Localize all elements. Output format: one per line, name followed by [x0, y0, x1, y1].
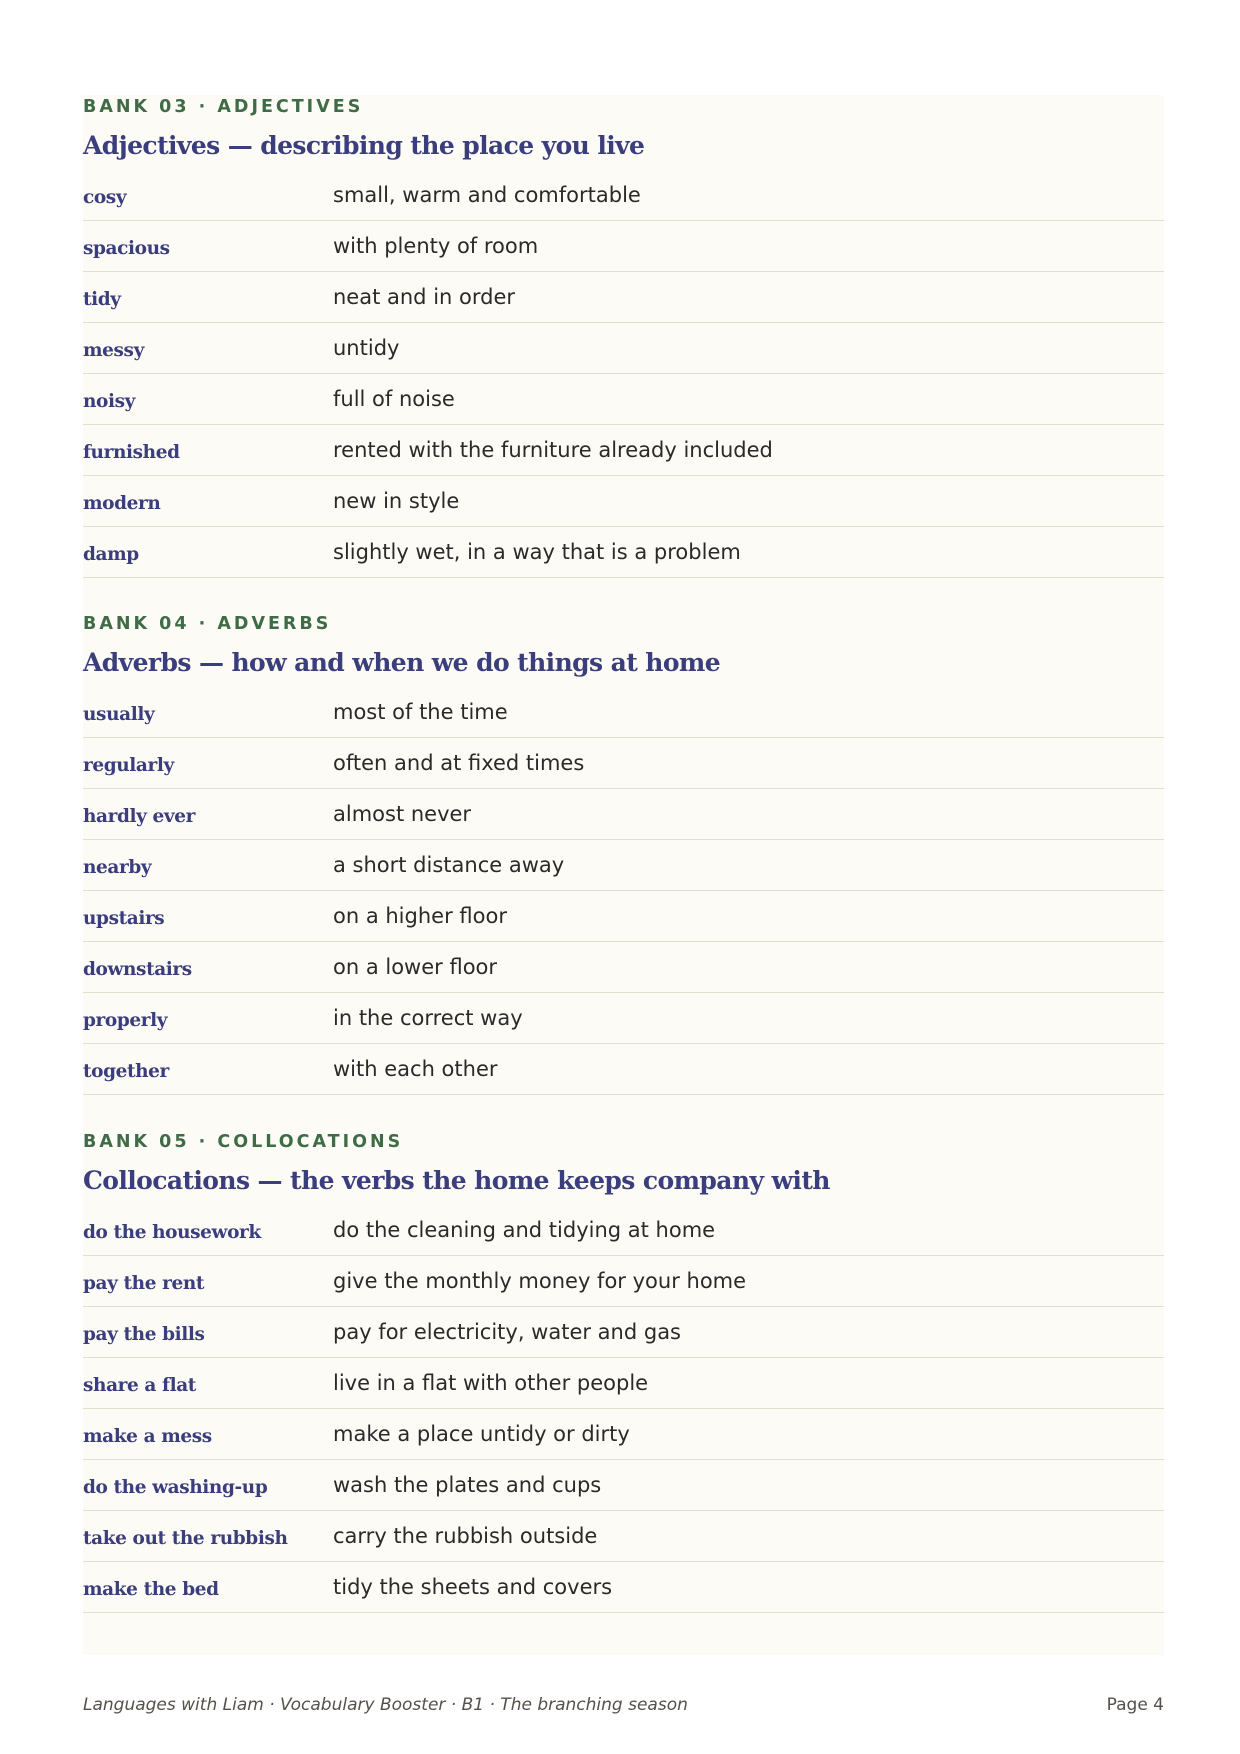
vocab-row — [83, 272, 1164, 323]
vocab-row — [83, 221, 1164, 272]
vocab-row — [83, 891, 1164, 942]
vocab-definition: often and at fixed times — [333, 751, 585, 775]
vocab-definition: on a higher floor — [333, 904, 507, 928]
vocab-row — [83, 687, 1164, 738]
bank-kicker: BANK 03 · ADJECTIVES — [83, 97, 364, 117]
vocab-row — [83, 942, 1164, 993]
vocab-term: tidy — [83, 288, 121, 310]
vocab-definition: live in a flat with other people — [333, 1371, 649, 1395]
vocab-term: spacious — [83, 237, 170, 259]
vocab-term: downstairs — [83, 958, 192, 980]
vocab-list — [83, 687, 1164, 1095]
vocab-row — [83, 476, 1164, 527]
bank-title: Adjectives — describing the place you live — [83, 131, 645, 160]
vocab-definition: full of noise — [333, 387, 455, 411]
vocab-term: damp — [83, 543, 139, 565]
vocab-row — [83, 1511, 1164, 1562]
bank-collocations — [83, 1130, 1164, 1613]
vocab-term: furnished — [83, 441, 180, 463]
bank-kicker: BANK 04 · ADVERBS — [83, 614, 332, 634]
vocab-definition: give the monthly money for your home — [333, 1269, 747, 1293]
vocab-definition: in the correct way — [333, 1006, 523, 1030]
vocab-definition: do the cleaning and tidying at home — [333, 1218, 716, 1242]
vocab-row — [83, 1044, 1164, 1095]
vocab-definition: on a lower floor — [333, 955, 498, 979]
vocab-row — [83, 1409, 1164, 1460]
bank-title: Collocations — the verbs the home keeps company with — [83, 1166, 830, 1195]
vocab-definition: untidy — [333, 336, 400, 360]
vocab-definition: almost never — [333, 802, 472, 826]
vocab-term: noisy — [83, 390, 135, 412]
vocab-definition: pay for electricity, water and gas — [333, 1320, 681, 1344]
vocab-term: hardly ever — [83, 805, 195, 827]
vocab-row — [83, 738, 1164, 789]
vocab-term: regularly — [83, 754, 174, 776]
vocab-row — [83, 374, 1164, 425]
vocab-row — [83, 1205, 1164, 1256]
vocab-list — [83, 170, 1164, 578]
vocab-term: make a mess — [83, 1425, 212, 1447]
vocab-term: share a flat — [83, 1374, 196, 1396]
vocab-term: do the housework — [83, 1221, 261, 1243]
vocab-definition: carry the rubbish outside — [333, 1524, 598, 1548]
vocab-row — [83, 170, 1164, 221]
footer-series-title: Languages with Liam · Vocabulary Booster · B1 · The branching season — [83, 1695, 688, 1715]
vocab-term: together — [83, 1060, 169, 1082]
vocab-definition: new in style — [333, 489, 460, 513]
vocab-row — [83, 840, 1164, 891]
vocab-definition: neat and in order — [333, 285, 516, 309]
vocab-term: nearby — [83, 856, 152, 878]
vocab-definition: wash the plates and cups — [333, 1473, 602, 1497]
vocab-definition: small, warm and comfortable — [333, 183, 641, 207]
vocab-row — [83, 789, 1164, 840]
vocab-term: pay the rent — [83, 1272, 205, 1294]
vocab-definition: rented with the furniture already included — [333, 438, 773, 462]
vocab-definition: make a place untidy or dirty — [333, 1422, 630, 1446]
vocab-row — [83, 527, 1164, 578]
vocab-definition: a short distance away — [333, 853, 565, 877]
vocab-term: usually — [83, 703, 155, 725]
vocab-term: messy — [83, 339, 144, 361]
vocab-term: modern — [83, 492, 161, 514]
vocab-row — [83, 1460, 1164, 1511]
page-footer — [83, 1695, 1164, 1721]
bank-kicker: BANK 05 · COLLOCATIONS — [83, 1132, 404, 1152]
vocab-definition: tidy the sheets and covers — [333, 1575, 613, 1599]
vocab-list — [83, 1205, 1164, 1613]
page-number: Page 4 — [1106, 1695, 1164, 1715]
vocab-definition: with each other — [333, 1057, 498, 1081]
bank-adjectives — [83, 95, 1164, 578]
vocab-term: properly — [83, 1009, 168, 1031]
vocab-term: do the washing-up — [83, 1476, 268, 1498]
vocab-row — [83, 425, 1164, 476]
vocab-row — [83, 1307, 1164, 1358]
vocab-definition: most of the time — [333, 700, 508, 724]
vocab-row — [83, 1358, 1164, 1409]
vocab-term: make the bed — [83, 1578, 219, 1600]
bank-adverbs — [83, 612, 1164, 1095]
vocab-term: take out the rubbish — [83, 1527, 288, 1549]
vocab-definition: with plenty of room — [333, 234, 539, 258]
vocab-row — [83, 1562, 1164, 1613]
vocab-term: cosy — [83, 186, 127, 208]
vocab-term: pay the bills — [83, 1323, 205, 1345]
vocab-row — [83, 323, 1164, 374]
bank-title: Adverbs — how and when we do things at home — [83, 648, 721, 677]
vocab-definition: slightly wet, in a way that is a problem — [333, 540, 741, 564]
vocab-term: upstairs — [83, 907, 165, 929]
vocab-row — [83, 1256, 1164, 1307]
vocab-row — [83, 993, 1164, 1044]
